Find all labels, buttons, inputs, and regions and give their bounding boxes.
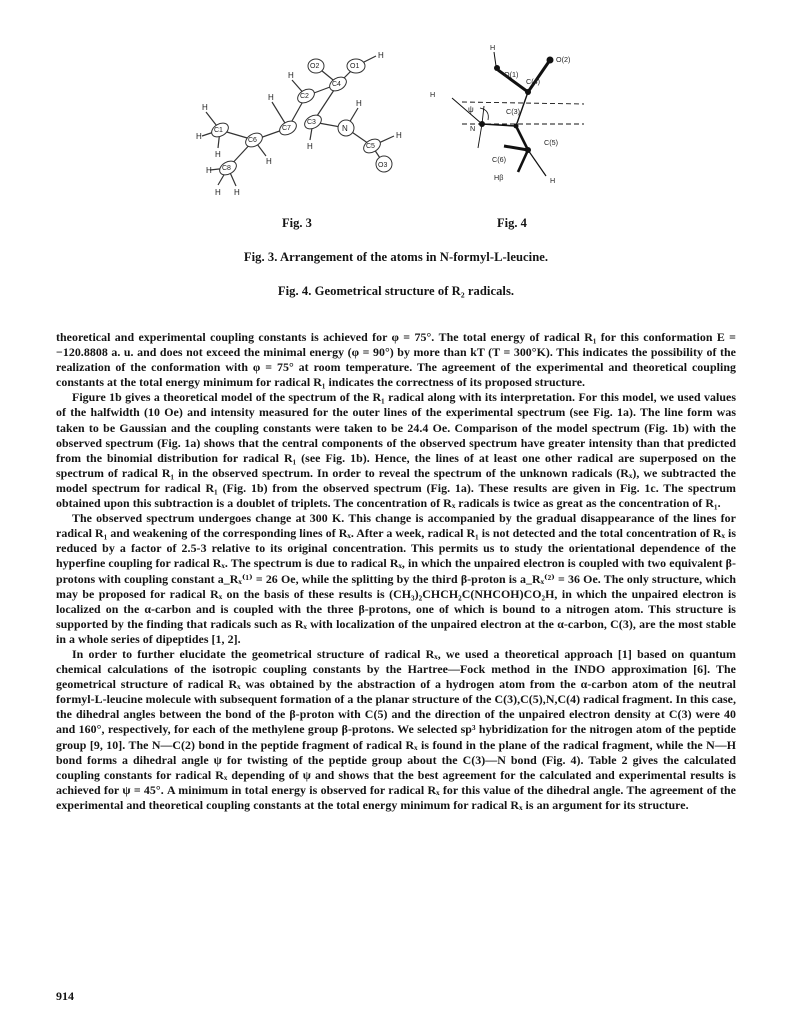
fig4-label-n: N: [470, 124, 476, 133]
atom-label-o2: O2: [310, 63, 320, 70]
atom-label-c7: C7: [282, 125, 291, 132]
atom-label-c5: C5: [366, 143, 375, 150]
fig4-label-c5: C(5): [544, 138, 558, 147]
hydrogen-label: H: [206, 166, 212, 175]
paragraph-4: In order to further elucidate the geometrical structure of radical Rₓ, we used a theoretical approach [1] based on quantum chemical calculations of the isotropic coupling constants by the Hartree—Fock method in the INDO approximation [6]. The geometrical structure of radical Rₓ was obtained by the abstraction of a hydrogen atom from the α-carbon atom of the neutral formyl-L-leucine molecule with subsequent formation of a the planar structure of the C(3),C(5),N,C(4) radical fragment. In this case, the dihedral angles between the bond of the β-proton with C(5) and the direction of the unpaired electron density at C(3) were 40 and 160°, respectively, for each of the methylene group β-protons. We selected sp³ hybridization for the nitrogen atom of the peptide group [9, 10]. The N—C(2) bond in the peptide fragment of radical Rₓ is found in the plane of the radical fragment, while the N—H bond forms a dihedral angle ψ for twisting of the peptide group about the C(3)—N bond (Fig. 4). Table 2 gives the calculated coupling constants for radical Rₓ depending of ψ and shows that the best agreement for the calculated and experimental results is achieved for ψ = 45°. A minimum in total energy is observed for radical Rₓ for this value of the dihedral angle. The agreement of the experimental and theoretical coupling constants at the total energy minimum for radical Rₓ is an argument for its structure.: [56, 646, 736, 812]
fig4-label-h-beta: Hβ: [494, 173, 504, 182]
paragraph-3: The observed spectrum undergoes change at 300 K. This change is accompanied by the gradual disappearance of the lines for radical R₁ and weakening of the corresponding lines of Rₓ. After a week, radical R₁ is not detected and the total concentration of Rₓ is reduced by a factor of 2.5-3 relative to its original concentration. This permits us to study the orientational dependence of the hyperfine coupling for radical Rₓ. The spectrum is due to radical Rₓ, in which the unpaired electron is coupled with two equivalent β-protons with coupling constant a_Rₓ⁽¹⁾ = 26 Oe, while the splitting by the third β-proton is a_Rₓ⁽²⁾ = 36 Oe. The only structure, which may be proposed for radical Rₓ on the basis of these results is (CH₃)₂CHCH₂C(NHCOH)CO₂H, in which the unpaired electron is localized on the α-carbon and is coupled with the three β-protons, one of which is bound to a nitrogen atom. This structure is supported by the finding that radicals such as Rₓ with localization of the unpaired electron at the α-carbon, C(3), are the most stable in a whole series of dipeptides [1, 2].: [56, 511, 736, 646]
hydrogen-label: H: [196, 132, 202, 141]
fig4-label-c6: C(6): [492, 155, 506, 164]
fig3-molecule-diagram: [188, 40, 418, 210]
hydrogen-label: H: [215, 150, 221, 159]
paragraph-2: Figure 1b gives a theoretical model of the spectrum of the R₁ radical along with its interpretation. For this model, we used values of the halfwidth (10 Oe) and intensity measured for the outer lines of the experimental spectrum (see Fig. 1a). The line form was taken to be Gaussian and the coupling constants were taken to be 24.4 Oe. Comparison of the model spectrum (Fig. 1b) with the observed spectrum (Fig. 1a) shows that the central components of the observed spectrum have greater intensity than that predicted from the binomial distribution for radical R₁ (see Fig. 1b). Hence, the lines of at least one other radical are superposed on the spectrum of radical R₁ in the observed spectrum. In order to reveal the spectrum of the unknown radicals (Rₓ), we subtracted the model spectrum for radical R₁ (Fig. 1b) from the observed spectrum (Fig. 1a). These results are given in Fig. 1c. The spectrum obtained upon this subtraction is a doublet of triplets. The concentration of Rₓ radicals is twice as great as the concentration of R₁.: [56, 390, 736, 511]
atom-label-c2: C2: [300, 93, 309, 100]
page-number: 914: [56, 989, 74, 1003]
fig4-label-h-left: H: [430, 90, 436, 99]
atom-label-o3: O3: [378, 162, 388, 169]
atom-fig4-o1: [494, 65, 500, 71]
hydrogen-label: H: [356, 99, 362, 108]
atom-label-c6: C6: [248, 137, 257, 144]
atom-label-n: N: [342, 124, 348, 133]
atom-fig4-o2: [547, 57, 554, 64]
fig4-label-h-right: H: [550, 176, 556, 185]
fig4-label: Fig. 4: [497, 216, 527, 230]
paragraph-1: theoretical and experimental coupling constants is achieved for φ = 75°. The total energy of radical R₁ for this conformation E = −120.8808 a. u. and does not exceed the minimal energy (φ = 90°) by more than kT (T = 300°K). This indicates the possibility of the realization of the conformation with φ = 75° at room temperature. The agreement of the experimental and theoretical coupling constants at the total energy minimum for radical R₁ indicates the correctness of its proposed structure.: [56, 330, 736, 390]
fig3-caption: Fig. 3. Arrangement of the atoms in N-formyl-L-leucine.: [243, 250, 549, 264]
atom-label-c3: C3: [307, 119, 316, 126]
fig4-caption: Fig. 4. Geometrical structure of R₂ radicals.: [277, 284, 515, 298]
figure-3: [188, 40, 418, 210]
atom-label-c4: C4: [332, 81, 341, 88]
fig4-label-c4: C(4): [526, 77, 540, 86]
fig4-label-c3: C(3): [506, 107, 520, 116]
fig3-label: Fig. 3: [282, 216, 312, 230]
fig4-radical-diagram: [422, 40, 598, 208]
fig4-label-o2: O(2): [556, 55, 571, 64]
atom-fig4-c4: [525, 89, 531, 95]
atom-label-c8: C8: [222, 165, 231, 172]
atom-fig4-c3: [514, 124, 519, 129]
atom-label-o1: O1: [350, 63, 360, 70]
atom-fig4-n: [479, 121, 485, 127]
hydrogen-label: H: [202, 103, 208, 112]
fig4-label-h-top: H: [490, 43, 496, 52]
hydrogen-label: H: [266, 157, 272, 166]
atom-label-c1: C1: [214, 127, 223, 134]
hydrogen-label: H: [268, 93, 274, 102]
atom-fig4-c5: [525, 147, 531, 153]
hydrogen-label: H: [307, 142, 313, 151]
hydrogen-label: H: [215, 188, 221, 197]
body-text: [56, 330, 736, 813]
hydrogen-label: H: [396, 131, 402, 140]
fig4-label-o1: O(1): [504, 70, 519, 79]
figure-4: [422, 40, 598, 208]
fig4-label-psi: ψ: [468, 105, 474, 114]
hydrogen-label: H: [288, 71, 294, 80]
hydrogen-label: H: [378, 51, 384, 60]
hydrogen-label: H: [234, 188, 240, 197]
